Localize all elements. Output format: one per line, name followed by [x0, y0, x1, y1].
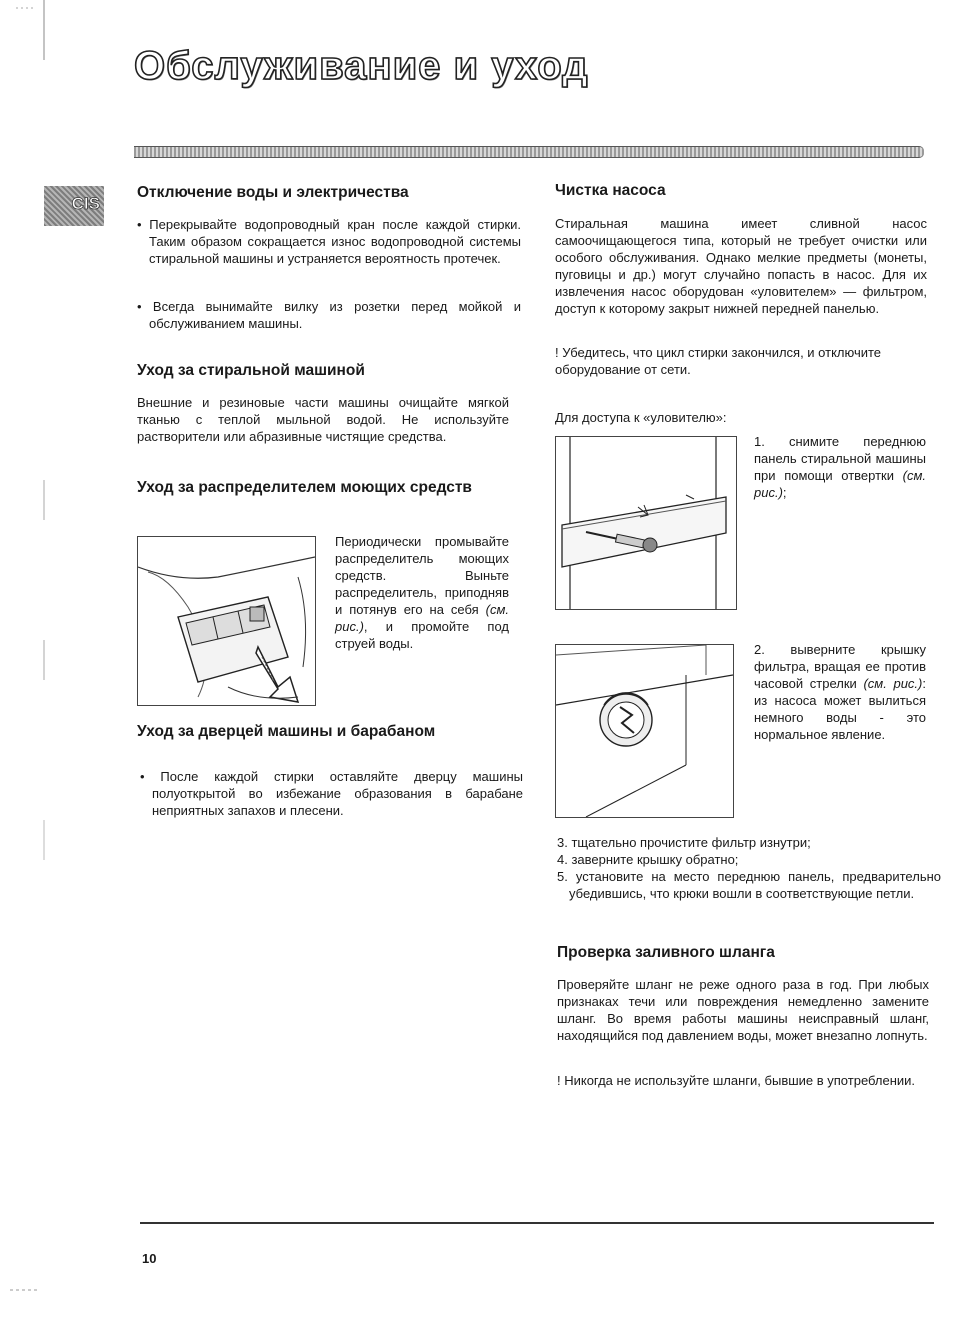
- footer-rule: [140, 1222, 934, 1224]
- bullet-unplug: • Всегда вынимайте вилку из розетки перед мойкой и обслуживанием машины.: [137, 299, 521, 331]
- figure-detergent-dispenser: [137, 536, 316, 706]
- step-5: 5. установите на место переднюю панель, предварительно убедившись, что крюки вошли в соответствующие петли.: [557, 869, 941, 901]
- page-title: Обслуживание и уход: [134, 44, 589, 88]
- page-number: 10: [142, 1251, 157, 1266]
- figure-reference: (см. рис.): [754, 468, 926, 500]
- figure-reference: (см. рис.): [863, 676, 923, 691]
- text-pump-cleaning: Стиральная машина имеет сливной насос самоочищающегося типа, который не требует очистки или особого обслуживания. Однако мелкие предметы (монеты, пуговицы и др.) могут случайно попасть в насос. Для их извлечения насос оборудован «уловителем» — фильтром, доступ к которому закрыт нижней передней панелью.: [555, 216, 927, 316]
- figure-remove-panel: [555, 436, 737, 610]
- heading-hose-check: Проверка заливного шланга: [557, 944, 775, 961]
- heading-water-electricity: Отключение воды и электричества: [137, 184, 409, 201]
- step-3: 3. тщательно прочистите фильтр изнутри;: [557, 835, 811, 850]
- text-machine-care: Внешние и резиновые части машины очищайте мягкой тканью с теплой мыльной водой. Не используйте растворители или абразивные чистящие средства.: [137, 395, 509, 444]
- step-2: 2. выверните крышку фильтра, вращая ее против часовой стрелки (см. рис.): из насоса может вылиться немного воды - это нормальное явление.: [754, 642, 927, 742]
- bullet-leave-door-open: • После каждой стирки оставляйте дверцу машины полуоткрытой во избежание образования в барабане неприятных запахов и плесени.: [140, 769, 523, 818]
- heading-pump-cleaning: Чистка насоса: [555, 182, 666, 199]
- text-hose-check: Проверяйте шланг не реже одного раза в год. При любых признаках течи или повреждения немедленно замените шланг. Во время работы машины неисправный шланг, находящийся под давлением воды, может внезапно лопнуть.: [557, 977, 929, 1043]
- filter-cap-illustration: [556, 645, 733, 817]
- remove-panel-illustration: [556, 437, 736, 609]
- heading-dispenser-care: Уход за распределителем моющих средств: [137, 479, 472, 496]
- detergent-drawer-illustration: [138, 537, 315, 705]
- language-tab-label: CIS: [71, 194, 100, 213]
- heading-door-drum: Уход за дверцей машины и барабаном: [137, 723, 436, 740]
- title-rule: [134, 146, 924, 158]
- warning-switch-off: ! Убедитесь, что цикл стирки закончился, и отключите оборудование от сети.: [555, 345, 882, 377]
- heading-machine-care: Уход за стиральной машиной: [137, 362, 365, 379]
- figure-reference: (см. рис.): [335, 602, 509, 634]
- step-4: 4. заверните крышку обратно;: [557, 852, 739, 867]
- figure-unscrew-filter: [555, 644, 734, 818]
- warning-used-hoses: ! Никогда не используйте шланги, бывшие в употреблении.: [557, 1073, 916, 1088]
- bullet-close-tap: • Перекрывайте водопроводный кран после каждой стирки. Таким образом сокращается износ водопроводной системы стиральной машины и устраняется вероятность протечек.: [137, 217, 521, 266]
- text-dispenser-care: Периодически промывайте распределитель моющих средств. Выньте распределитель, приподняв и потянув его на себя (см. рис.), и промойте под струей воды.: [335, 534, 509, 651]
- language-tab: [44, 186, 104, 226]
- step-1: 1. снимите переднюю панель стиральной машины при помощи отвертки (см. рис.);: [754, 434, 926, 500]
- text-access-filter: Для доступа к «уловителю»:: [555, 410, 727, 425]
